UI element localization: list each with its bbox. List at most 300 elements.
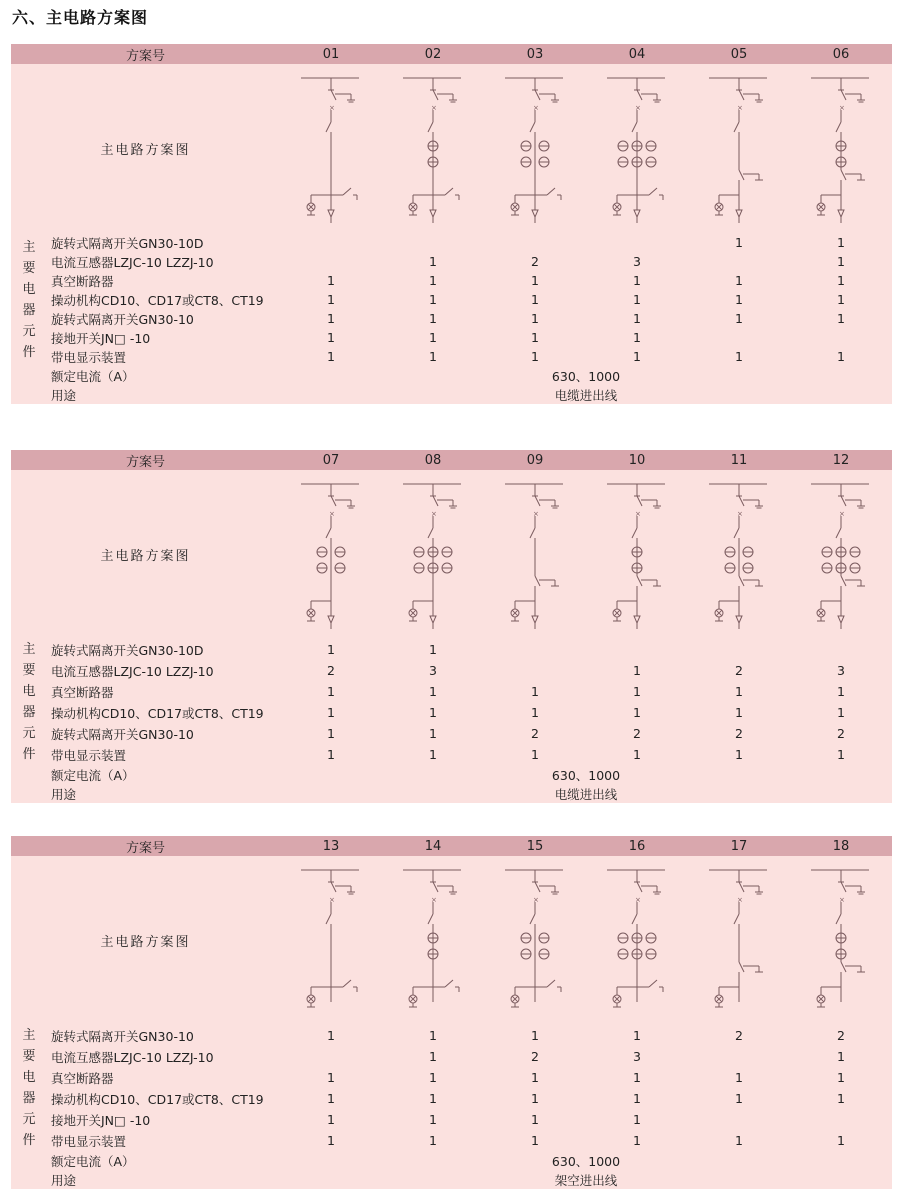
component-quantity bbox=[382, 233, 484, 252]
breaker-mark: × bbox=[329, 509, 335, 518]
cable-terminal-icon bbox=[838, 210, 844, 217]
scheme-table bbox=[11, 44, 892, 404]
component-quantity bbox=[790, 1109, 892, 1130]
isolator-blade bbox=[530, 122, 535, 132]
component-row bbox=[11, 347, 892, 366]
component-name: 操动机构CD10、CD17或CT8、CT19 bbox=[47, 702, 280, 723]
earth-switch-blade bbox=[547, 188, 555, 195]
circuit-diagram bbox=[709, 70, 769, 228]
component-quantity: 1 bbox=[382, 639, 484, 660]
component-quantity: 1 bbox=[688, 1088, 790, 1109]
diagram-label: 主电路方案图 bbox=[11, 856, 280, 1025]
component-quantity bbox=[586, 639, 688, 660]
component-quantity: 1 bbox=[790, 1067, 892, 1088]
switch-blade bbox=[433, 882, 438, 892]
switch-blade bbox=[433, 496, 438, 506]
circuit-diagram bbox=[607, 70, 667, 228]
isolator-blade bbox=[734, 528, 739, 538]
switch-blade bbox=[841, 496, 846, 506]
breaker-mark: × bbox=[635, 509, 641, 518]
component-quantity bbox=[484, 233, 586, 252]
component-quantity: 1 bbox=[280, 1088, 382, 1109]
component-quantity: 1 bbox=[280, 681, 382, 702]
component-name: 旋转式隔离开关GN30-10 bbox=[47, 723, 280, 744]
isolator-blade bbox=[734, 122, 739, 132]
group-label-char: 主 bbox=[22, 642, 36, 657]
component-row bbox=[11, 233, 892, 252]
component-quantity: 2 bbox=[688, 1025, 790, 1046]
spacer bbox=[11, 366, 47, 385]
spacer bbox=[11, 385, 47, 404]
diagram-label: 主电路方案图 bbox=[11, 64, 280, 233]
earth-switch-blade bbox=[547, 980, 555, 987]
earth-switch-blade bbox=[445, 188, 453, 195]
usage-row bbox=[11, 385, 892, 404]
cable-terminal-icon bbox=[328, 616, 334, 623]
component-quantity: 2 bbox=[586, 723, 688, 744]
component-row bbox=[11, 290, 892, 309]
group-label-char: 主 bbox=[22, 1028, 36, 1043]
component-quantity: 1 bbox=[790, 347, 892, 366]
component-row bbox=[11, 271, 892, 290]
component-quantity: 1 bbox=[688, 347, 790, 366]
component-quantity: 1 bbox=[790, 290, 892, 309]
scheme-number: 07 bbox=[280, 450, 382, 470]
diagram-label: 主电路方案图 bbox=[11, 470, 280, 639]
component-name: 旋转式隔离开关GN30-10D bbox=[47, 639, 280, 660]
breaker-mark: × bbox=[533, 103, 539, 112]
component-quantity: 1 bbox=[280, 1025, 382, 1046]
isolator-blade bbox=[632, 528, 637, 538]
component-quantity: 1 bbox=[586, 744, 688, 765]
cable-terminal-icon bbox=[736, 616, 742, 623]
component-row bbox=[11, 744, 892, 765]
circuit-diagram bbox=[505, 476, 565, 634]
group-label-char: 要 bbox=[22, 663, 36, 678]
component-quantity: 1 bbox=[586, 660, 688, 681]
component-quantity: 3 bbox=[586, 1046, 688, 1067]
component-row bbox=[11, 1067, 892, 1088]
switch-blade bbox=[841, 90, 846, 100]
group-label-char: 器 bbox=[22, 302, 36, 318]
component-name: 电流互感器LZJC-10 LZZJ-10 bbox=[47, 1046, 280, 1067]
circuit-diagram-cell bbox=[688, 64, 790, 233]
component-quantity: 1 bbox=[280, 309, 382, 328]
usage-row bbox=[11, 1170, 892, 1189]
earth-switch-blade bbox=[649, 980, 657, 987]
component-row bbox=[11, 1025, 892, 1046]
earth-switch-blade bbox=[343, 980, 351, 987]
component-quantity: 1 bbox=[688, 1130, 790, 1151]
circuit-diagram-cell bbox=[280, 856, 382, 1025]
component-quantity: 1 bbox=[484, 290, 586, 309]
breaker-mark: × bbox=[533, 895, 539, 904]
component-quantity: 1 bbox=[586, 681, 688, 702]
component-quantity: 1 bbox=[382, 309, 484, 328]
component-quantity: 1 bbox=[382, 328, 484, 347]
component-row bbox=[11, 639, 892, 660]
component-quantity: 1 bbox=[790, 309, 892, 328]
isolator-blade bbox=[326, 122, 331, 132]
circuit-diagram bbox=[301, 862, 361, 1020]
component-quantity: 1 bbox=[280, 1109, 382, 1130]
component-quantity bbox=[688, 252, 790, 271]
scheme-table bbox=[11, 836, 892, 1189]
spacer bbox=[11, 1151, 47, 1170]
component-quantity: 1 bbox=[484, 1025, 586, 1046]
group-label-char: 元 bbox=[22, 1112, 36, 1127]
component-quantity: 1 bbox=[280, 723, 382, 744]
component-quantity: 1 bbox=[280, 639, 382, 660]
component-quantity: 1 bbox=[484, 1088, 586, 1109]
group-label-char: 电 bbox=[22, 1070, 36, 1085]
circuit-diagram bbox=[811, 862, 871, 1020]
component-quantity: 1 bbox=[382, 347, 484, 366]
rated-current-label: 额定电流（A） bbox=[47, 765, 280, 784]
circuit-diagram bbox=[403, 70, 463, 228]
component-quantity: 1 bbox=[586, 328, 688, 347]
earth-switch-blade bbox=[445, 980, 453, 987]
scheme-no-label: 方案号 bbox=[11, 836, 280, 856]
component-quantity: 1 bbox=[280, 328, 382, 347]
main-components-label bbox=[11, 1025, 47, 1151]
scheme-number: 04 bbox=[586, 44, 688, 64]
component-quantity: 1 bbox=[484, 347, 586, 366]
component-name: 带电显示装置 bbox=[47, 347, 280, 366]
usage-label: 用途 bbox=[47, 784, 280, 803]
component-quantity: 1 bbox=[688, 290, 790, 309]
circuit-diagram bbox=[505, 70, 565, 228]
isolator-blade bbox=[530, 528, 535, 538]
circuit-diagram-cell bbox=[280, 64, 382, 233]
group-label-char: 要 bbox=[22, 1049, 36, 1064]
component-quantity bbox=[790, 639, 892, 660]
header-row bbox=[11, 44, 892, 64]
isolator-blade bbox=[326, 914, 331, 924]
rated-current-value: 630、1000 bbox=[280, 765, 892, 784]
scheme-number: 15 bbox=[484, 836, 586, 856]
scheme-number: 01 bbox=[280, 44, 382, 64]
component-quantity: 1 bbox=[382, 1088, 484, 1109]
breaker-mark: × bbox=[737, 895, 743, 904]
rated-current-row bbox=[11, 366, 892, 385]
diagram-row bbox=[11, 64, 892, 233]
component-quantity: 1 bbox=[688, 233, 790, 252]
component-quantity: 1 bbox=[586, 1067, 688, 1088]
spacer bbox=[11, 784, 47, 803]
cable-terminal-icon bbox=[532, 616, 538, 623]
component-quantity: 1 bbox=[382, 744, 484, 765]
component-quantity: 1 bbox=[688, 681, 790, 702]
component-name: 真空断路器 bbox=[47, 681, 280, 702]
cable-terminal-icon bbox=[328, 210, 334, 217]
circuit-diagram bbox=[709, 476, 769, 634]
component-quantity bbox=[280, 252, 382, 271]
component-quantity: 1 bbox=[382, 1130, 484, 1151]
switch-blade bbox=[331, 496, 336, 506]
component-quantity bbox=[688, 1109, 790, 1130]
component-quantity: 1 bbox=[790, 681, 892, 702]
component-quantity: 1 bbox=[790, 1046, 892, 1067]
circuit-diagram-cell bbox=[382, 64, 484, 233]
scheme-number: 16 bbox=[586, 836, 688, 856]
component-quantity: 1 bbox=[586, 1088, 688, 1109]
component-quantity: 1 bbox=[586, 347, 688, 366]
usage-row bbox=[11, 784, 892, 803]
scheme-number: 11 bbox=[688, 450, 790, 470]
circuit-diagram-cell bbox=[586, 470, 688, 639]
circuit-diagram bbox=[301, 70, 361, 228]
circuit-diagram-cell bbox=[484, 64, 586, 233]
circuit-diagram-cell bbox=[382, 856, 484, 1025]
component-quantity: 1 bbox=[382, 1025, 484, 1046]
header-row bbox=[11, 450, 892, 470]
circuit-diagram-cell bbox=[586, 64, 688, 233]
circuit-diagram-cell bbox=[688, 856, 790, 1025]
scheme-number: 18 bbox=[790, 836, 892, 856]
earth-switch-blade bbox=[649, 188, 657, 195]
cable-terminal-icon bbox=[430, 210, 436, 217]
component-quantity: 1 bbox=[484, 1067, 586, 1088]
circuit-diagram bbox=[811, 476, 871, 634]
group-label-char: 件 bbox=[22, 344, 36, 360]
component-quantity: 3 bbox=[382, 660, 484, 681]
component-name: 真空断路器 bbox=[47, 271, 280, 290]
component-quantity: 1 bbox=[586, 290, 688, 309]
component-name: 带电显示装置 bbox=[47, 744, 280, 765]
component-quantity bbox=[484, 639, 586, 660]
circuit-diagram-cell bbox=[586, 856, 688, 1025]
group-label-char: 元 bbox=[22, 726, 36, 741]
component-quantity: 1 bbox=[790, 744, 892, 765]
isolator-blade bbox=[530, 914, 535, 924]
component-quantity: 1 bbox=[790, 233, 892, 252]
circuit-diagram bbox=[505, 862, 565, 1020]
isolator-blade bbox=[836, 528, 841, 538]
component-quantity: 1 bbox=[688, 744, 790, 765]
switch-blade bbox=[739, 90, 744, 100]
component-quantity: 1 bbox=[280, 271, 382, 290]
component-quantity: 1 bbox=[382, 723, 484, 744]
component-row bbox=[11, 1046, 892, 1067]
circuit-diagram bbox=[607, 476, 667, 634]
isolator-blade bbox=[632, 914, 637, 924]
breaker-mark: × bbox=[839, 895, 845, 904]
component-quantity: 1 bbox=[790, 1130, 892, 1151]
component-quantity: 2 bbox=[484, 723, 586, 744]
component-quantity: 2 bbox=[688, 660, 790, 681]
circuit-diagram bbox=[607, 862, 667, 1020]
isolator-blade bbox=[836, 914, 841, 924]
component-quantity bbox=[280, 233, 382, 252]
group-label-char: 主 bbox=[22, 239, 36, 255]
component-quantity: 1 bbox=[280, 702, 382, 723]
component-quantity: 1 bbox=[280, 290, 382, 309]
usage-value: 电缆进出线 bbox=[280, 784, 892, 803]
rated-current-row bbox=[11, 765, 892, 784]
component-quantity: 1 bbox=[790, 271, 892, 290]
switch-blade bbox=[739, 496, 744, 506]
component-quantity: 1 bbox=[484, 744, 586, 765]
switch-blade bbox=[331, 90, 336, 100]
cable-terminal-icon bbox=[736, 210, 742, 217]
component-quantity: 3 bbox=[790, 660, 892, 681]
switch-blade bbox=[433, 90, 438, 100]
scheme-number: 10 bbox=[586, 450, 688, 470]
breaker-mark: × bbox=[533, 509, 539, 518]
component-quantity: 1 bbox=[382, 681, 484, 702]
component-quantity bbox=[484, 660, 586, 681]
component-name: 操动机构CD10、CD17或CT8、CT19 bbox=[47, 1088, 280, 1109]
group-label-char: 电 bbox=[22, 281, 36, 297]
scheme-number: 05 bbox=[688, 44, 790, 64]
component-quantity: 3 bbox=[586, 252, 688, 271]
switch-blade bbox=[841, 882, 846, 892]
earth-switch-blade bbox=[343, 188, 351, 195]
group-label-char: 要 bbox=[22, 260, 36, 276]
breaker-mark: × bbox=[431, 509, 437, 518]
component-quantity: 1 bbox=[586, 271, 688, 290]
component-quantity: 2 bbox=[280, 660, 382, 681]
component-quantity: 2 bbox=[484, 252, 586, 271]
component-name: 旋转式隔离开关GN30-10D bbox=[47, 233, 280, 252]
component-quantity: 1 bbox=[280, 1130, 382, 1151]
cable-terminal-icon bbox=[634, 210, 640, 217]
circuit-diagram-cell bbox=[688, 470, 790, 639]
usage-label: 用途 bbox=[47, 1170, 280, 1189]
circuit-diagram bbox=[403, 476, 463, 634]
usage-label: 用途 bbox=[47, 385, 280, 404]
component-name: 接地开关JN□ -10 bbox=[47, 328, 280, 347]
component-quantity: 1 bbox=[280, 744, 382, 765]
cable-terminal-icon bbox=[430, 616, 436, 623]
page-title: 六、主电路方案图 bbox=[12, 8, 149, 27]
component-row bbox=[11, 681, 892, 702]
isolator-blade bbox=[428, 122, 433, 132]
cable-terminal-icon bbox=[634, 616, 640, 623]
cable-terminal-icon bbox=[838, 616, 844, 623]
cable-terminal-icon bbox=[532, 210, 538, 217]
component-row bbox=[11, 309, 892, 328]
group-label-char: 器 bbox=[22, 1091, 36, 1106]
scheme-no-label: 方案号 bbox=[11, 44, 280, 64]
component-quantity: 1 bbox=[586, 1025, 688, 1046]
circuit-diagram bbox=[709, 862, 769, 1020]
switch-blade bbox=[535, 90, 540, 100]
breaker-mark: × bbox=[329, 895, 335, 904]
rated-current-value: 630、1000 bbox=[280, 1151, 892, 1170]
component-name: 旋转式隔离开关GN30-10 bbox=[47, 309, 280, 328]
component-row bbox=[11, 1109, 892, 1130]
switch-blade bbox=[637, 882, 642, 892]
component-quantity: 1 bbox=[484, 1130, 586, 1151]
component-quantity: 1 bbox=[586, 1130, 688, 1151]
component-quantity bbox=[688, 639, 790, 660]
circuit-diagram-cell bbox=[790, 64, 892, 233]
diagram-row bbox=[11, 856, 892, 1025]
scheme-number: 12 bbox=[790, 450, 892, 470]
component-quantity: 1 bbox=[790, 702, 892, 723]
scheme-table bbox=[11, 450, 892, 803]
scheme-number: 02 bbox=[382, 44, 484, 64]
usage-value: 架空进出线 bbox=[280, 1170, 892, 1189]
component-quantity: 2 bbox=[790, 1025, 892, 1046]
group-label-char: 件 bbox=[22, 1133, 36, 1148]
breaker-mark: × bbox=[431, 895, 437, 904]
component-quantity: 1 bbox=[382, 1109, 484, 1130]
component-name: 电流互感器LZJC-10 LZZJ-10 bbox=[47, 660, 280, 681]
rated-current-value: 630、1000 bbox=[280, 366, 892, 385]
component-quantity: 1 bbox=[688, 271, 790, 290]
group-label-char: 器 bbox=[22, 705, 36, 720]
component-name: 带电显示装置 bbox=[47, 1130, 280, 1151]
scheme-number: 17 bbox=[688, 836, 790, 856]
component-quantity: 2 bbox=[790, 723, 892, 744]
component-quantity: 2 bbox=[484, 1046, 586, 1067]
isolator-blade bbox=[428, 528, 433, 538]
component-quantity: 1 bbox=[484, 271, 586, 290]
component-quantity: 1 bbox=[586, 309, 688, 328]
component-quantity: 1 bbox=[382, 1067, 484, 1088]
component-quantity bbox=[586, 233, 688, 252]
component-name: 操动机构CD10、CD17或CT8、CT19 bbox=[47, 290, 280, 309]
spacer bbox=[11, 1170, 47, 1189]
group-label-char: 件 bbox=[22, 747, 36, 762]
circuit-diagram bbox=[301, 476, 361, 634]
component-quantity: 1 bbox=[382, 252, 484, 271]
component-quantity: 1 bbox=[382, 271, 484, 290]
component-quantity: 1 bbox=[586, 702, 688, 723]
component-quantity bbox=[688, 328, 790, 347]
component-name: 接地开关JN□ -10 bbox=[47, 1109, 280, 1130]
breaker-mark: × bbox=[737, 509, 743, 518]
circuit-diagram bbox=[403, 862, 463, 1020]
component-quantity: 1 bbox=[790, 252, 892, 271]
group-label-char: 元 bbox=[22, 323, 36, 339]
breaker-mark: × bbox=[839, 103, 845, 112]
scheme-number: 08 bbox=[382, 450, 484, 470]
component-quantity: 1 bbox=[484, 702, 586, 723]
switch-blade bbox=[739, 882, 744, 892]
component-quantity: 1 bbox=[484, 681, 586, 702]
switch-blade bbox=[535, 882, 540, 892]
scheme-number: 03 bbox=[484, 44, 586, 64]
component-quantity bbox=[688, 1046, 790, 1067]
component-name: 电流互感器LZJC-10 LZZJ-10 bbox=[47, 252, 280, 271]
component-quantity: 1 bbox=[688, 1067, 790, 1088]
component-quantity: 1 bbox=[790, 1088, 892, 1109]
circuit-diagram-cell bbox=[484, 470, 586, 639]
component-quantity: 1 bbox=[484, 309, 586, 328]
component-quantity: 1 bbox=[382, 290, 484, 309]
main-components-label bbox=[11, 639, 47, 765]
circuit-diagram-cell bbox=[382, 470, 484, 639]
isolator-blade bbox=[326, 528, 331, 538]
switch-blade bbox=[331, 882, 336, 892]
component-name: 旋转式隔离开关GN30-10 bbox=[47, 1025, 280, 1046]
scheme-number: 13 bbox=[280, 836, 382, 856]
rated-current-label: 额定电流（A） bbox=[47, 1151, 280, 1170]
main-components-label bbox=[11, 233, 47, 366]
component-row bbox=[11, 723, 892, 744]
scheme-number: 06 bbox=[790, 44, 892, 64]
component-name: 真空断路器 bbox=[47, 1067, 280, 1088]
isolator-blade bbox=[836, 122, 841, 132]
component-row bbox=[11, 252, 892, 271]
breaker-mark: × bbox=[737, 103, 743, 112]
component-quantity: 1 bbox=[484, 328, 586, 347]
component-quantity bbox=[790, 328, 892, 347]
